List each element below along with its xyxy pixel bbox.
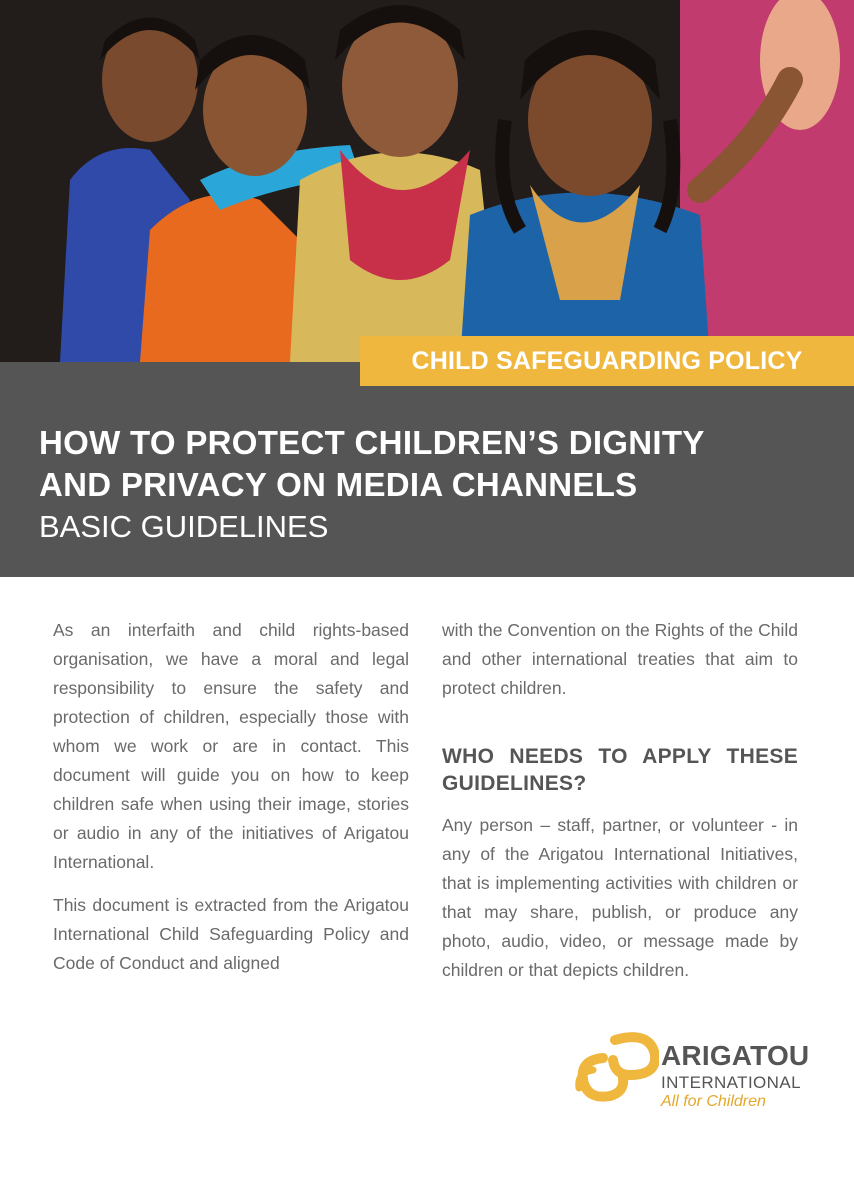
extract-paragraph: This document is extracted from the Arigatou International Child Safeguarding Policy and Code of Conduct and aligned bbox=[53, 895, 409, 973]
right-column bbox=[442, 616, 798, 999]
arigatou-symbol-icon bbox=[575, 1030, 659, 1110]
convention-paragraph: with the Convention on the Rights of the Child and other international treaties that aim to protect children. bbox=[442, 620, 798, 698]
title-line-2: AND PRIVACY ON MEDIA CHANNELS bbox=[39, 466, 638, 503]
intro-paragraph: As an interfaith and child rights-based organisation, we have a moral and legal responsibility to ensure the safety and protection of children, especially those with whom we work or are in contact. This document will guide you on how to keep children safe when using their image, stories or audio in any of the initiatives of Arigatou International. bbox=[53, 620, 409, 872]
hero-photo bbox=[0, 0, 854, 362]
title-line-1: HOW TO PROTECT CHILDREN’S DIGNITY bbox=[39, 424, 705, 461]
who-heading: WHO NEEDS TO APPLY THESE GUIDELINES? bbox=[442, 745, 798, 795]
subtitle: BASIC GUIDELINES bbox=[39, 509, 329, 544]
arigatou-logo bbox=[575, 1030, 815, 1120]
left-column bbox=[53, 616, 409, 992]
who-paragraph: Any person – staff, partner, or volunteer - in any of the Arigatou International Initiatives, that is implementing activities with children or that may share, publish, or produce any photo, audio, video, or message made by children or that depicts children. bbox=[442, 815, 798, 980]
policy-tag: CHILD SAFEGUARDING POLICY bbox=[360, 336, 854, 386]
children-photo-illustration bbox=[0, 0, 854, 362]
logo-tagline: All for Children bbox=[661, 1093, 766, 1110]
logo-brand: ARIGATOU bbox=[661, 1040, 810, 1071]
title-banner bbox=[0, 362, 854, 577]
logo-subtitle: INTERNATIONAL bbox=[661, 1073, 801, 1092]
